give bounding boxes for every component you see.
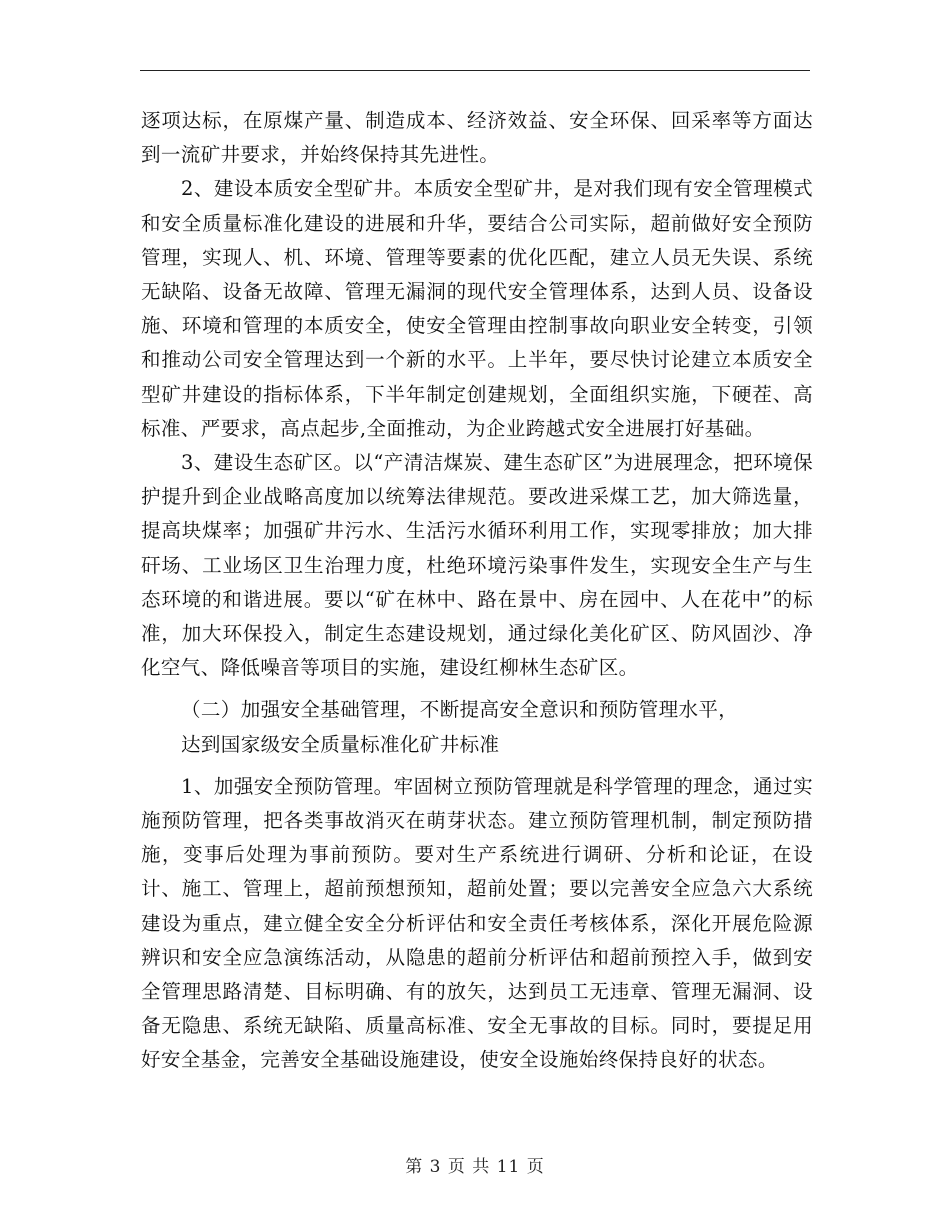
header-rule: [140, 70, 810, 71]
section-heading-line-2: 达到国家级安全质量标准化矿井标准: [181, 732, 500, 756]
page-number-footer: 第 3 页 共 11 页: [405, 1157, 545, 1177]
paragraph-continuation: 逐项达标，在原煤产量、制造成本、经济效益、安全环保、回采率等方面达到一流矿井要求，并始终保持其先进性。: [141, 109, 813, 167]
paragraph-essential-safety-mine: 2、建设本质安全型矿井。本质安全型矿井，是对我们现有安全管理模式和安全质量标准化建设的进展和升华，要结合公司实际，超前做好安全预防管理，实现人、机、环境、管理等要素的优化匹配，建立人员无失误、系统无缺陷、设备无故障、管理无漏洞的现代安全管理体系，达到人员、设备设施、环境和管理的本质安全，使安全管理由控制事故向职业安全转变，引领和推动公司安全管理达到一个新的水平。上半年，要尽快讨论建立本质安全型矿井建设的指标体系，下半年制定创建规划，全面组织实施，下硬茬、高标准、严要求，高点起步,全面推动，为企业跨越式安全进展打好基础。: [141, 177, 813, 440]
section-heading-line-1: （二）加强安全基础管理，不断提高安全意识和预防管理水平，: [181, 698, 739, 722]
page-body: [141, 104, 813, 1078]
paragraph-ecological-mining-area: 3、建设生态矿区。以“产清洁煤炭、建生态矿区”为进展理念，把环境保护提升到企业战略高度加以统筹法律规范。要改进采煤工艺，加大筛选量，提高块煤率；加强矿井污水、生活污水循环利用工作，实现零排放；加大排矸场、工业场区卫生治理力度，杜绝环境污染事件发生，实现安全生产与生态环境的和谐进展。要以“矿在林中、路在景中、房在园中、人在花中”的标准，加大环保投入，制定生态建设规划，通过绿化美化矿区、防风固沙、净化空气、降低噪音等项目的实施，建设红柳林生态矿区。: [141, 451, 813, 680]
section-heading: [141, 693, 813, 761]
paragraph-safety-prevention: 1、加强安全预防管理。牢固树立预防管理就是科学管理的理念，通过实施预防管理，把各类事故消灭在萌芽状态。建立预防管理机制，制定预防措施，变事后处理为事前预防。要对生产系统进行调研、分析和论证，在设计、施工、管理上，超前预想预知，超前处置；要以完善安全应急六大系统建设为重点，建立健全安全分析评估和安全责任考核体系，深化开展危险源辨识和安全应急演练活动，从隐患的超前分析评估和超前预控入手，做到安全管理思路清楚、目标明确、有的放矢，达到员工无违章、管理无漏洞、设备无隐患、系统无缺陷、质量高标准、安全无事故的目标。同时，要提足用好安全基金，完善安全基础设施建设，使安全设施始终保持良好的状态。: [141, 774, 813, 1072]
